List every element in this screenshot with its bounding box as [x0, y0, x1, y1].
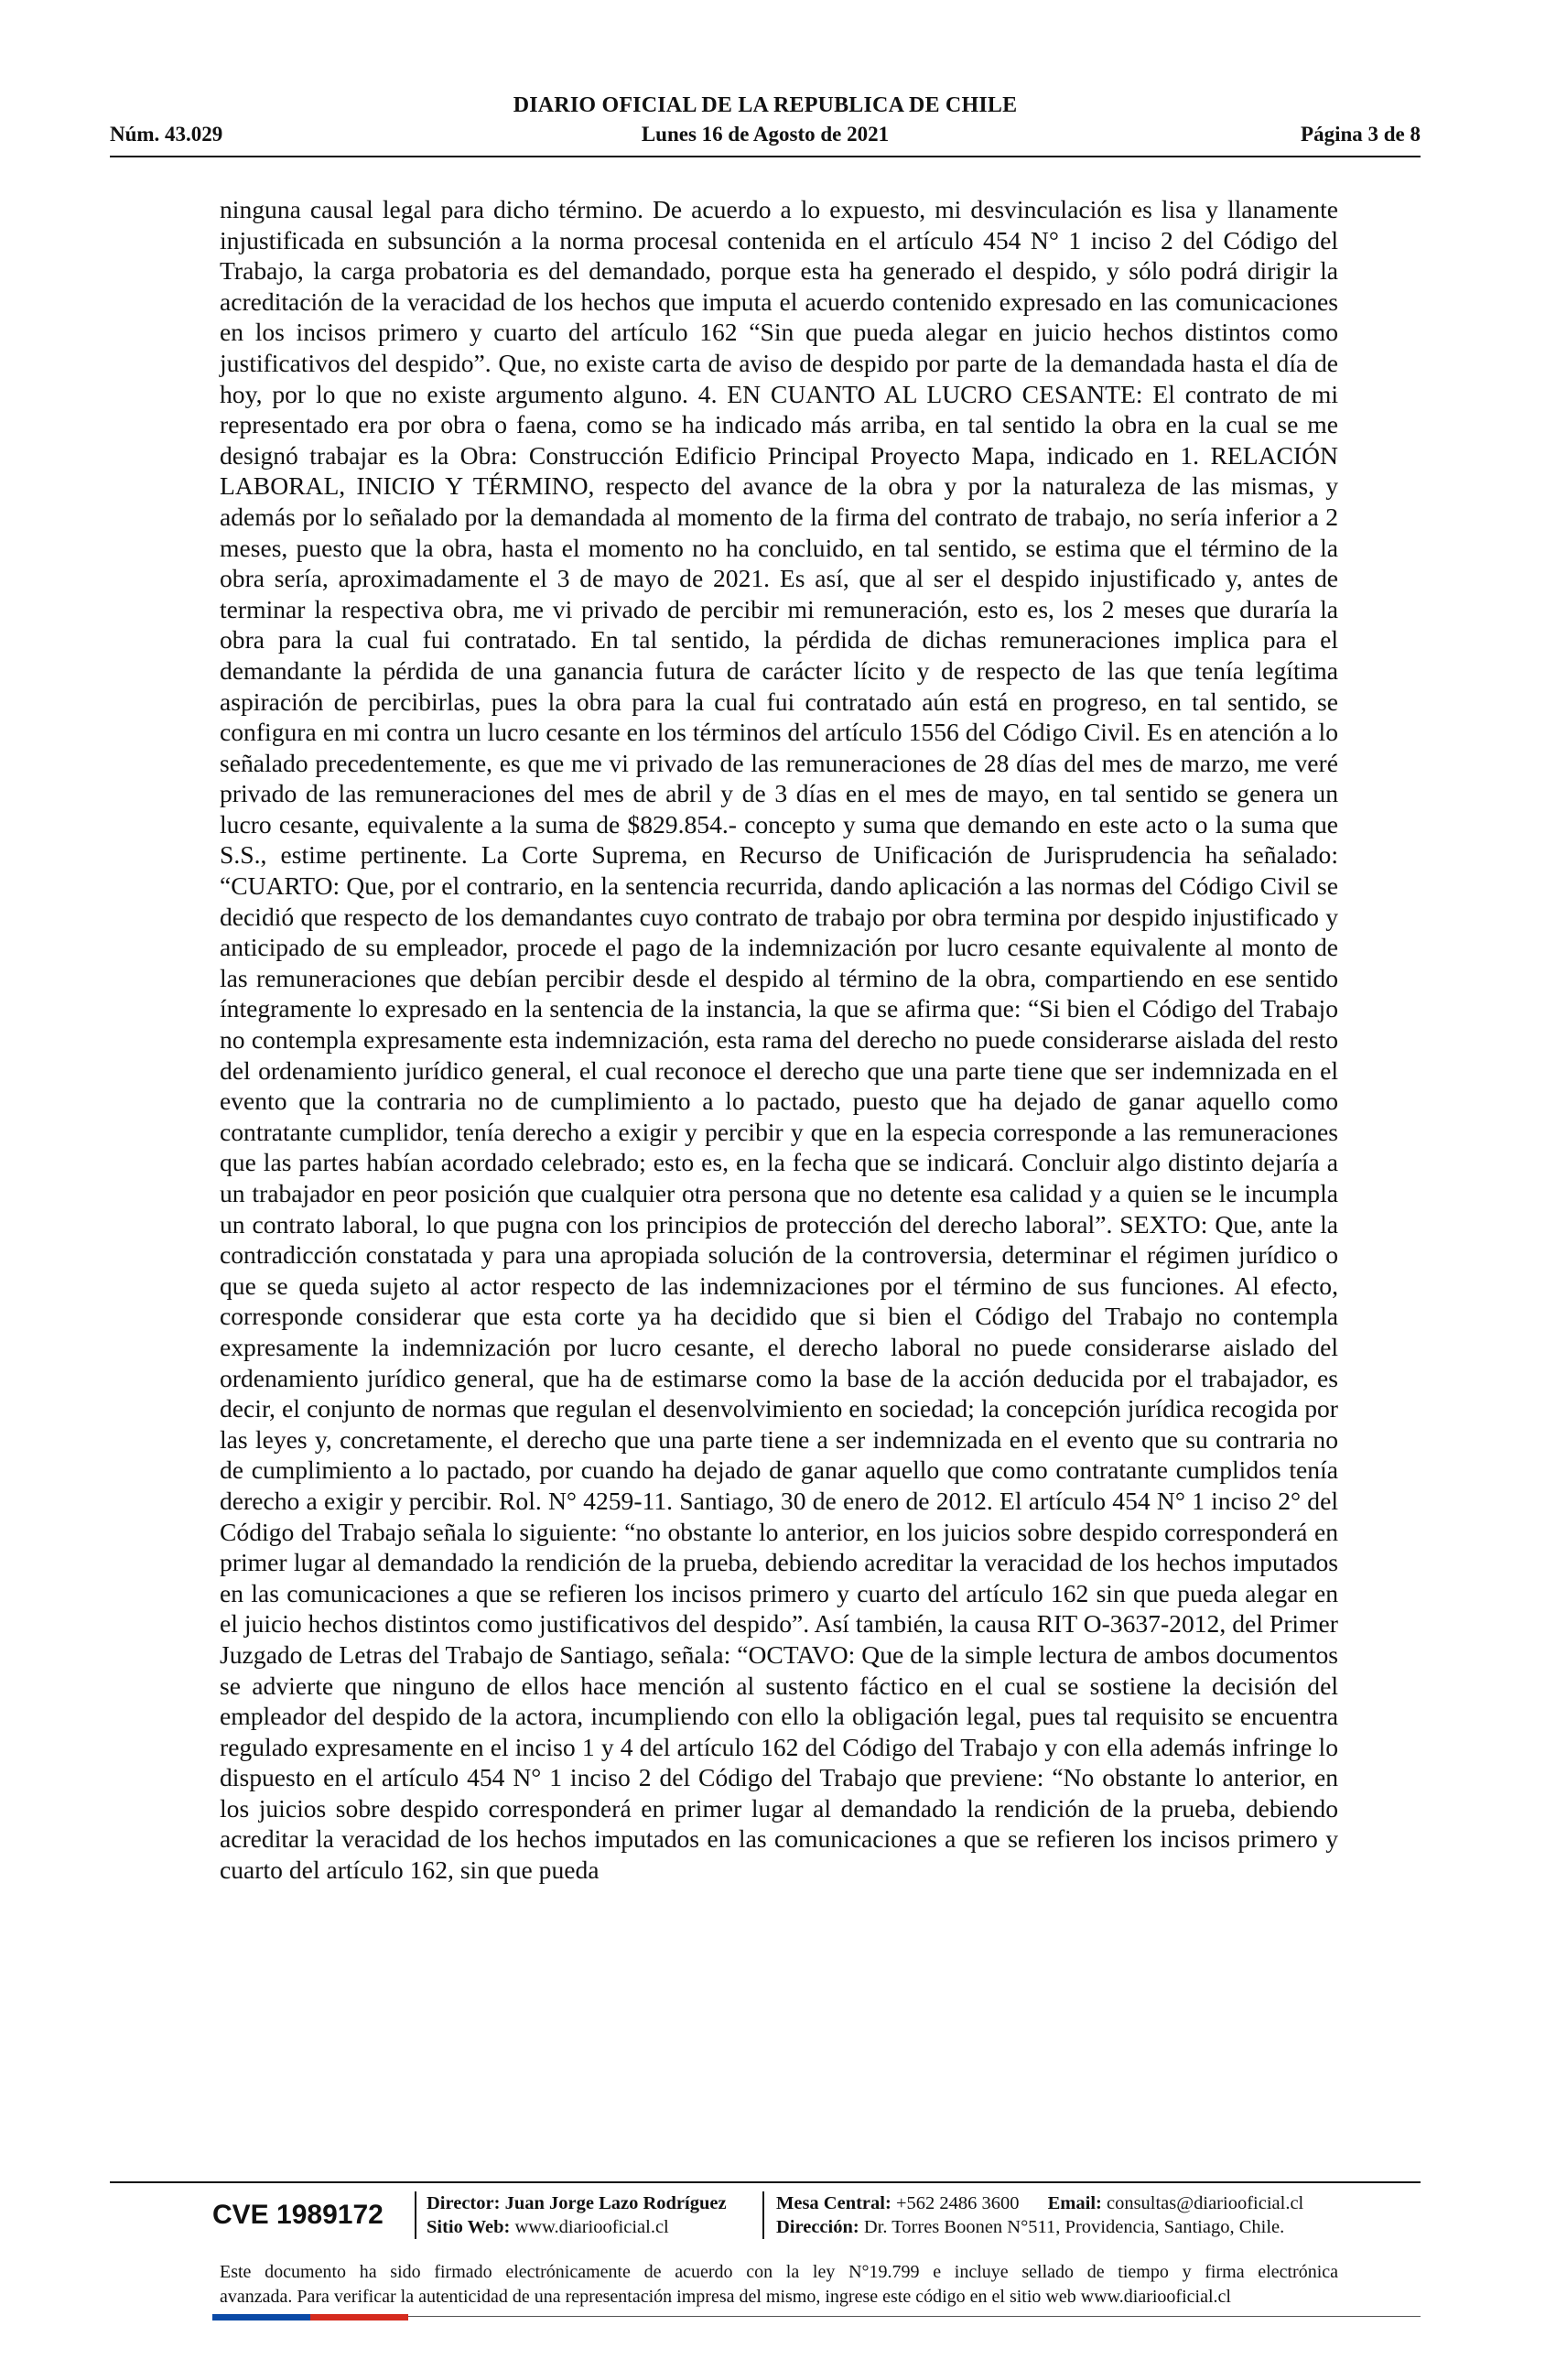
disclaimer-line: Este documento ha sido firmado electrónicamente de acuerdo con la ley N°19.799 e incluye sellado de tiempo y firma electrónica: [220, 2262, 1338, 2282]
issue-date: Lunes 16 de Agosto de 2021: [641, 123, 890, 146]
email-label: Email:: [1047, 2193, 1102, 2213]
footer-separator: [415, 2191, 416, 2239]
bottom-divider: [408, 2316, 1421, 2317]
header-divider: [110, 156, 1421, 157]
issue-number: Núm. 43.029: [110, 123, 223, 146]
flag-red-segment: [310, 2314, 408, 2320]
page-header: [110, 92, 1421, 150]
signature-disclaimer: [220, 2260, 1338, 2310]
body-paragraph: ninguna causal legal para dicho término. De acuerdo a lo expuesto, mi desvinculación es lisa y llanamente injustificada en subsunción a la norma procesal contenida en el artículo 454 N° 1 inciso 2 del Código del Trabajo, la carga probatoria es del demandado, porque esta ha generado el despido, y sólo podrá dirigir la acreditación de la veracidad de los hechos que imputa el acuerdo contenido expresado en las comunicaciones en los incisos primero y cuarto del artículo 162 “Sin que pueda alegar en juicio hechos distintos como justificativos del despido”. Que, no existe carta de aviso de despido por parte de la demandada hasta el día de hoy, por lo que no existe argumento alguno. 4. EN CUANTO AL LUCRO CESANTE: El contrato de mi representado era por obra o faena, como se ha indicado más arriba, en tal sentido la obra en la cual se me designó trabajar es la Obra: Construcción Edificio Principal Proyecto Mapa, indicado en 1. RELACIÓN LABORAL, INICIO Y TÉRMINO, respecto del avance de la obra y por la naturaleza de las mismas, y además por lo señalado por la demandada al momento de la firma del contrato de trabajo, no sería inferior a 2 meses, puesto que la obra, hasta el momento no ha concluido, en tal sentido, se estima que el término de la obra sería, aproximadamente el 3 de mayo de 2021. Es así, que al ser el despido injustificado y, antes de terminar la respectiva obra, me vi privado de percibir mi remuneración, esto es, los 2 meses que duraría la obra para la cual fui contratado. En tal sentido, la pérdida de dichas remuneraciones implica para el demandante la pérdida de una ganancia futura de carácter lícito y de respecto de las que tenía legítima aspiración de percibirlas, pues la obra para la cual fui contratado aún está en progreso, en tal sentido, se configura en mi contra un lucro cesante en los términos del artículo 1556 del Código Civil. Es en atención a lo señalado precedentemente, es que me vi privado de las remuneraciones de 28 días del mes de marzo, me veré privado de las remuneraciones del mes de abril y de 3 días en el mes de mayo, en tal sentido se genera un lucro cesante, equivalente a la suma de $829.854.- concepto y suma que demando en este acto o la suma que S.S., estime pertinente. La Corte Suprema, en Recurso de Unificación de Jurisprudencia ha señalado: “CUARTO: Que, por el contrario, en la sentencia recurrida, dando aplicación a las normas del Código Civil se decidió que respecto de los demandantes cuyo contrato de trabajo por obra termina por despido injustificado y anticipado de su empleador, procede el pago de la indemnización por lucro cesante equivalente al monto de las remuneraciones que debían percibir desde el despido al término de la obra, compartiendo en ese sentido íntegramente lo expresado en la sentencia de la instancia, la que se afirma que: “Si bien el Código del Trabajo no contempla expresamente esta indemnización, esta rama del derecho no puede considerarse aislada del resto del ordenamiento jurídico general, el cual reconoce el derecho que una parte tiene que ser indemnizada en el evento que la contraria no de cumplimiento a lo pactado, puesto que ha dejado de ganar aquello como contratante cumplidor, tenía derecho a exigir y percibir y que en la especia corresponde a las remuneraciones que las partes habían acordado celebrado; esto es, en la fecha que se indicará. Concluir algo distinto dejaría a un trabajador en peor posición que cualquier otra persona que no detente esa calidad y a quien se le incumpla un contrato laboral, lo que pugna con los principios de protección del derecho laboral”. SEXTO: Que, ante la contradicción constatada y para una apropiada solución de la controversia, determinar el régimen jurídico o que se queda sujeto al actor respecto de las indemnizaciones por el término de sus funciones. Al efecto, corresponde considerar que esta corte ya ha decidido que si bien el Código del Trabajo no contempla expresamente la indemnización por lucro cesante, el derecho laboral no puede considerarse aislado del ordenamiento jurídico general, que ha de estimarse como la base de la acción deducida por el trabajador, es decir, el conjunto de normas que regulan el desenvolvimiento en sociedad; la concepción jurídica recogida por las leyes y, concretamente, el derecho que una parte tiene a ser indemnizada en el evento que su contraria no de cumplimiento a lo pactado, por cuando ha dejado de ganar aquello que como contratante cumplidos tenía derecho a exigir y percibir. Rol. N° 4259-11. Santiago, 30 de enero de 2012. El artículo 454 N° 1 inciso 2° del Código del Trabajo señala lo siguiente: “no obstante lo anterior, en los juicios sobre despido corresponderá en primer lugar al demandado la rendición de la prueba, debiendo acreditar la veracidad de los hechos imputados en las comunicaciones a que se refieren los incisos primero y cuarto del artículo 162 sin que pueda alegar en el juicio hechos distintos como justificativos del despido”. Así también, la causa RIT O-3637-2012, del Primer Juzgado de Letras del Trabajo de Santiago, señala: “OCTAVO: Que de la simple lectura de ambos documentos se advierte que ninguno de ellos hace mención al sustento fáctico en el cual se sostiene la decisión del empleador del despido de la actora, incumpliendo con ello la obligación legal, pues tal requisito se encuentra regulado expresamente en el inciso 1 y 4 del artículo 162 del Código del Trabajo y con ella además infringe lo dispuesto en el artículo 454 N° 1 inciso 2 del Código del Trabajo que previene: “No obstante lo anterior, en los juicios sobre despido corresponderá en primer lugar al demandado la rendición de la prueba, debiendo acreditar la veracidad de los hechos imputados en las comunicaciones a que se refieren los incisos primero y cuarto del artículo 162, sin que pueda: [220, 195, 1338, 1885]
flag-stripe: [212, 2314, 408, 2320]
flag-blue-segment: [212, 2314, 310, 2320]
website-label: Sitio Web:: [427, 2217, 511, 2237]
address-value: Dr. Torres Boonen N°511, Providencia, Santiago, Chile.: [863, 2217, 1285, 2237]
disclaimer-line: avanzada. Para verificar la autenticidad de una representación impresa del mismo, ingrese este código en el sitio web www.diariooficial.cl: [220, 2287, 1231, 2307]
email-link[interactable]: consultas@diariooficial.cl: [1106, 2193, 1304, 2213]
phone-label: Mesa Central:: [776, 2193, 891, 2213]
phone-value: +562 2486 3600: [895, 2193, 1020, 2213]
footer-divider: [110, 2181, 1421, 2183]
footer-director-block: [427, 2191, 727, 2239]
director-label: Director:: [427, 2193, 501, 2213]
website-link[interactable]: www.diariooficial.cl: [514, 2217, 669, 2237]
cve-code: CVE 1989172: [212, 2200, 384, 2230]
footer-contact-block: [776, 2191, 1303, 2239]
page-indicator: Página 3 de 8: [1301, 123, 1421, 146]
footer-separator: [762, 2191, 764, 2239]
address-label: Dirección:: [776, 2217, 859, 2237]
director-name: Juan Jorge Lazo Rodríguez: [504, 2193, 727, 2213]
publication-title: DIARIO OFICIAL DE LA REPUBLICA DE CHILE: [513, 93, 1018, 117]
